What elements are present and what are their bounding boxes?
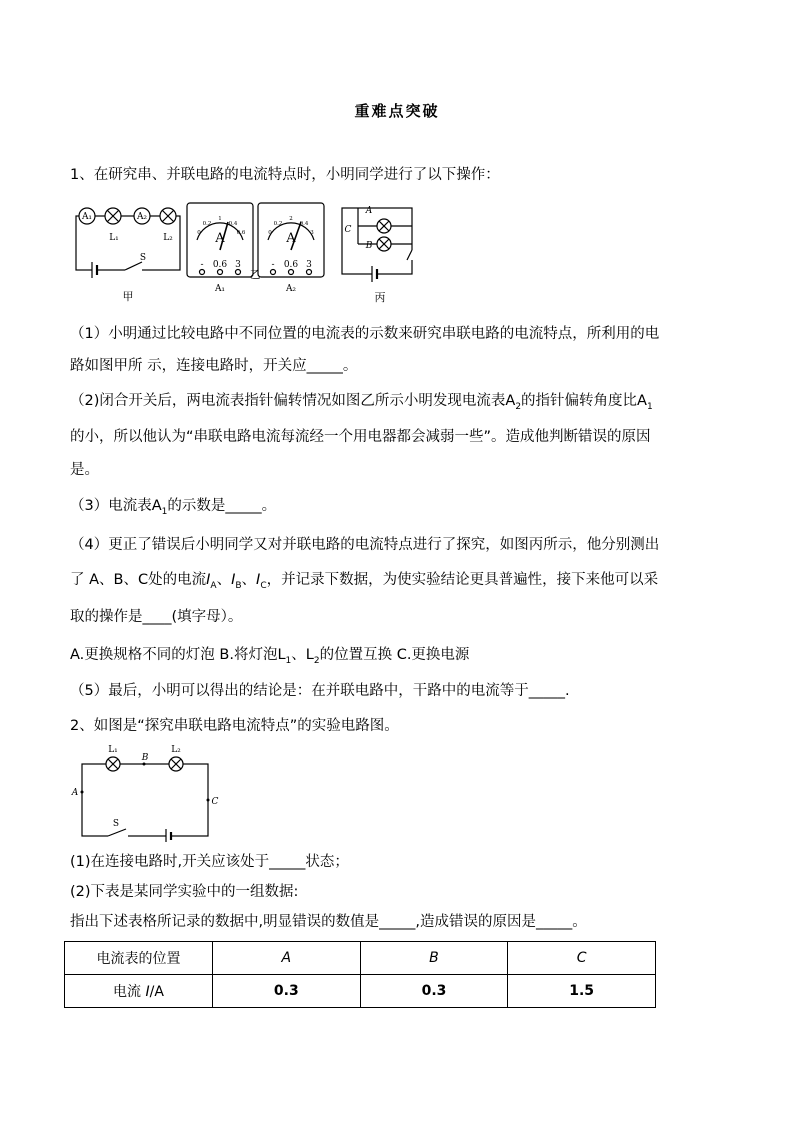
svg-text:0: 0 <box>268 230 272 236</box>
table-cell: 电流 I/A <box>65 975 213 1008</box>
label-a2: A₂ <box>136 212 148 222</box>
q1-part1-line2: 路如图甲所 示，连接电路时，开关应_____。 <box>70 358 358 374</box>
q2-label-l1: L₁ <box>108 745 118 755</box>
svg-text:0: 0 <box>197 230 201 236</box>
q2-label-a: A <box>71 788 79 798</box>
q2-data-table <box>64 941 656 1008</box>
q2-part3: 指出下述表格所记录的数据中,明显错误的数值是_____,造成错误的原因是_____。 <box>70 914 587 930</box>
table-cell: 电流表的位置 <box>65 942 213 975</box>
meter-a2-3: 3 <box>306 260 312 270</box>
bing-circuit-frame <box>342 208 412 274</box>
label-node-c: C <box>344 225 352 235</box>
label-node-b: B <box>365 241 373 251</box>
q2-circuit-frame <box>82 764 208 836</box>
svg-text:3: 3 <box>310 230 314 236</box>
q2-label-b: B <box>141 753 149 763</box>
q2-label-c: C <box>211 797 219 807</box>
label-bing: 丙 <box>374 291 386 304</box>
q2-part1: (1)在连接电路时,开关应该处于_____状态； <box>70 854 349 870</box>
label-l2: L₂ <box>163 233 173 243</box>
q1-part4-line3: 取的操作是____(填字母）。 <box>70 609 243 625</box>
table-cell: A <box>213 942 361 975</box>
table-cell: 0.3 <box>213 975 361 1008</box>
svg-text:0.4: 0.4 <box>228 221 238 227</box>
q2-stem: 2、如图是“探究串联电路电流特点”的实验电路图。 <box>70 718 399 734</box>
q1-part5: （5）最后，小明可以得出的结论是：在并联电路中，干路中的电流等于_____. <box>70 683 570 699</box>
q1-part2-line2: 的小，所以他认为“串联电路电流每流经一个用电器都会减弱一些”。造成他判断错误的原因 <box>70 429 651 445</box>
table-row <box>65 975 656 1008</box>
svg-text:1: 1 <box>218 216 222 222</box>
q1-part1-line1: （1）小明通过比较电路中不同位置的电流表的示数来研究串联电路的电流特点，所利用的电 <box>70 326 660 342</box>
q1-part3: （3）电流表$A_1$的示数是_____。 <box>70 498 277 517</box>
table-cell: 1.5 <box>508 975 656 1008</box>
page-title: 重难点突破 <box>354 102 440 120</box>
meter-a2-06: 0.6 <box>283 260 299 270</box>
q1-options: A.更换规格不同的灯泡 B.将灯泡$L_1$、$L_2$的位置互换 C.更换电源 <box>70 647 470 666</box>
q2-label-l2: L₂ <box>171 745 181 755</box>
table-cell: B <box>360 942 508 975</box>
label-s: S <box>139 253 147 263</box>
table-row <box>65 942 656 975</box>
q1-part2-line3: 是。 <box>70 462 99 478</box>
label-jia: 甲 <box>122 290 134 303</box>
q2-label-s: S <box>112 819 120 829</box>
q2-part2: (2)下表是某同学实验中的一组数据: <box>70 884 299 900</box>
q1-part4-line2: 了 A、B、C处的电流$I_A$、$I_B$、$I_C$，并记录下数据，为使实验结论更具普遍性，接下来他可以采 <box>70 572 659 591</box>
svg-text:0.2: 0.2 <box>202 221 212 227</box>
label-l1: L₁ <box>109 233 119 243</box>
meter-a1-3: 3 <box>235 260 241 270</box>
q1-part4-line1: （4）更正了错误后小明同学又对并联电路的电流特点进行了探究，如图丙所示，他分别测出 <box>70 537 660 553</box>
svg-text:0.6: 0.6 <box>236 230 246 236</box>
meter-a1-minus: - <box>200 260 204 270</box>
label-meter-a2: A₂ <box>285 284 297 294</box>
q2-figure <box>70 740 220 842</box>
table-cell: C <box>508 942 656 975</box>
meter-a1-letter: A <box>215 231 225 246</box>
svg-text:0.4: 0.4 <box>299 221 309 227</box>
label-node-a: A <box>365 206 373 216</box>
meter-a2-minus: - <box>271 260 275 270</box>
label-a1: A₁ <box>81 212 93 222</box>
label-meter-a1: A₁ <box>214 284 226 294</box>
table-cell: 0.3 <box>360 975 508 1008</box>
svg-text:2: 2 <box>289 216 293 222</box>
jia-circuit-frame <box>76 216 180 270</box>
meter-a1-06: 0.6 <box>212 260 228 270</box>
q1-figure <box>70 198 430 310</box>
q1-part2-line1: （2)闭合开关后，两电流表指针偏转情况如图乙所示小明发现电流表$A_2$的指针偏转角度比$A_1$ <box>70 393 653 412</box>
q1-stem: 1、在研究串、并联电路的电流特点时，小明同学进行了以下操作： <box>70 167 500 183</box>
meter-a2-letter: A <box>286 231 296 246</box>
label-yi: 乙 <box>249 268 261 281</box>
svg-text:0.2: 0.2 <box>273 221 283 227</box>
